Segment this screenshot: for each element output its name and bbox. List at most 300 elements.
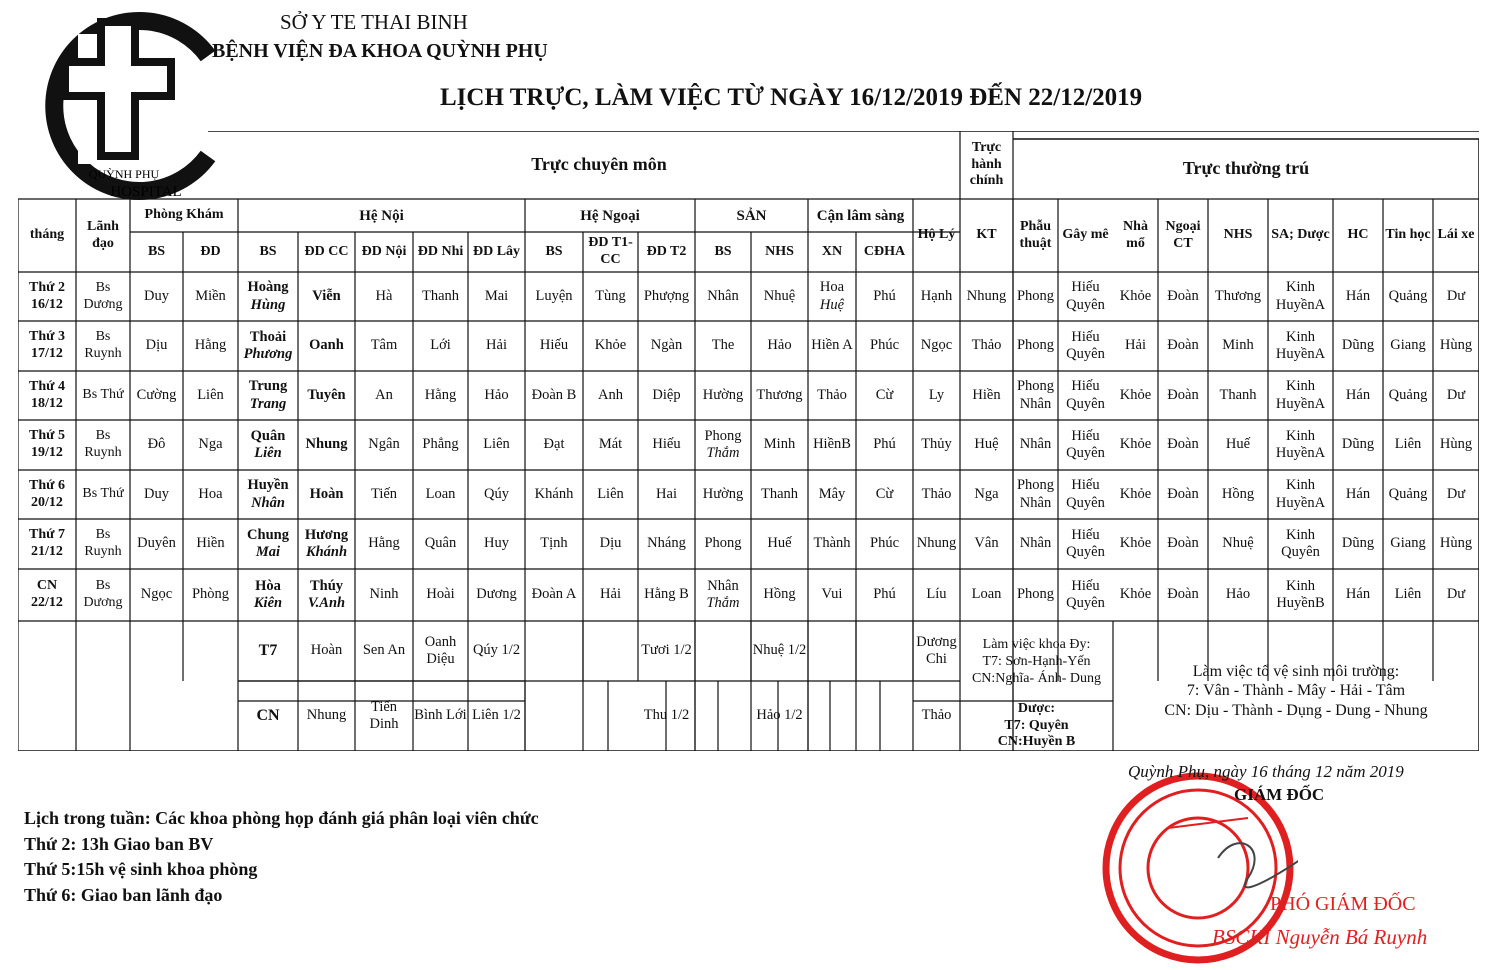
table-cell — [238, 519, 298, 569]
cell-text: V.Anh — [307, 595, 346, 611]
table-cell — [1058, 371, 1113, 420]
cell-text: Thứ 5 — [28, 428, 66, 444]
cell-text: Làm việc khoa Đy: — [982, 637, 1091, 653]
cell-text: CN:Nghĩa- Ánh- Dung — [971, 670, 1102, 686]
cell-text: 17/12 — [31, 346, 63, 361]
table-cell — [130, 420, 183, 470]
cell-text: Bs Thứ — [82, 486, 124, 502]
leader-cell — [76, 470, 130, 519]
cell-text: Sen An — [362, 642, 406, 659]
table-cell — [583, 420, 638, 470]
cell-text: Dư — [1446, 586, 1466, 603]
table-cell — [238, 321, 298, 371]
cell-text: Hai — [656, 485, 677, 502]
table-cell — [183, 569, 238, 621]
cell-text: Đoàn — [1167, 287, 1199, 304]
col-header — [76, 199, 130, 272]
cell-text: Phong — [1016, 586, 1055, 603]
cell-text: Duy — [144, 485, 169, 502]
table-cell — [1433, 272, 1479, 321]
cell-text: 16/12 — [31, 296, 63, 312]
cell-text: ĐD T1-CC — [588, 235, 633, 267]
cell-text: Đoàn — [1167, 485, 1199, 502]
table-cell — [1383, 569, 1433, 621]
table-cell — [751, 681, 808, 751]
cell-text: Giang — [1390, 337, 1426, 354]
table-cell — [751, 470, 808, 519]
cell-text: Huệ — [819, 296, 845, 313]
note-line: Thứ 6: Giao ban lãnh đạo — [24, 884, 223, 905]
table-cell — [1268, 569, 1333, 621]
table-cell — [751, 272, 808, 321]
cell-text: Hiền — [972, 386, 1001, 403]
note-line: Lịch trong tuần: Các khoa phòng họp đánh giá phân loại viên chức — [24, 808, 539, 828]
cell-text: Mai — [484, 287, 509, 304]
cell-text: 7: Vân - Thành - Mây - Hải - Tâm — [1186, 682, 1406, 700]
table-cell — [355, 621, 413, 681]
cell-text: Ly — [928, 386, 945, 403]
table-cell — [1268, 371, 1333, 420]
deputy-director-title: PHÓ GIÁM ĐỐC — [1270, 893, 1416, 915]
col-header — [638, 232, 695, 272]
cell-text: ĐD CC — [304, 243, 349, 259]
cell-text: Bình Lới — [414, 707, 467, 724]
cell-text: Ngoại CT — [1165, 218, 1201, 251]
cell-text: Lới — [430, 337, 451, 354]
weekly-notes — [24, 806, 539, 908]
table-cell — [695, 470, 751, 519]
cell-text: Nhà mổ — [1123, 218, 1148, 251]
cell-text: Hương — [304, 526, 349, 543]
table-cell — [130, 321, 183, 371]
table-cell — [1208, 470, 1268, 519]
cell-text: Cừ — [875, 485, 894, 502]
cell-text: Diệp — [652, 386, 681, 403]
table-cell — [1433, 519, 1479, 569]
cell-text: Hải — [1125, 337, 1146, 354]
table-cell — [298, 470, 355, 519]
cell-text: Hiếu — [539, 337, 569, 354]
hospital-name: BỆNH VIỆN ĐA KHOA QUỲNH PHỤ — [212, 40, 548, 62]
cell-text: Dương — [476, 586, 517, 603]
table-cell — [695, 519, 751, 569]
cell-text: Đoàn — [1167, 386, 1199, 403]
table-cell — [1333, 272, 1383, 321]
cell-text: Kinh HuyềnA — [1275, 378, 1326, 412]
table-cell — [1208, 569, 1268, 621]
table-cell — [808, 321, 856, 371]
cell-text: Phẳng — [422, 436, 459, 453]
cell-text: Khỏe — [1119, 386, 1152, 403]
cell-text: Liên — [197, 386, 224, 403]
col-header — [808, 199, 913, 232]
cell-text: 21/12 — [31, 544, 63, 559]
col-header — [1158, 199, 1208, 272]
cell-text: NHS — [1223, 227, 1253, 243]
cell-text: Liên — [1394, 436, 1422, 453]
cell-text: KT — [976, 227, 997, 243]
cell-text: Phú — [873, 436, 896, 453]
cell-text: ĐD Nhi — [417, 243, 464, 259]
table-cell — [1383, 272, 1433, 321]
table-cell — [638, 519, 695, 569]
note-line: Thứ 5:15h vệ sinh khoa phòng — [24, 859, 258, 879]
cell-text: Khánh — [305, 544, 348, 560]
table-cell — [413, 272, 468, 321]
table-cell — [1113, 470, 1158, 519]
cell-text: Nhuệ 1/2 — [752, 642, 807, 659]
cell-text: Hộ Lý — [917, 227, 956, 243]
table-cell — [355, 681, 413, 751]
cell-text: Thắm — [706, 595, 740, 611]
cell-text: Thảo — [921, 485, 952, 502]
cell-text: Hoàng — [247, 279, 289, 296]
cell-text: Hảo — [484, 386, 509, 403]
table-cell — [130, 519, 183, 569]
cell-text: CĐHA — [863, 243, 906, 259]
table-cell — [1383, 321, 1433, 371]
director-title: GIÁM ĐỐC — [1234, 785, 1325, 804]
cell-text: Quân — [424, 535, 457, 552]
cell-text: Thanh — [1219, 386, 1257, 403]
table-cell — [808, 272, 856, 321]
table-cell — [1208, 321, 1268, 371]
table-cell — [298, 371, 355, 420]
table-cell — [468, 621, 525, 681]
cell-text: Hán — [1345, 485, 1371, 502]
table-cell — [913, 321, 960, 371]
cell-text: Nháng — [647, 535, 686, 552]
table-cell — [468, 420, 525, 470]
cell-text: Mai — [255, 544, 281, 560]
cell-text: Kiên — [253, 595, 283, 611]
table-cell — [913, 569, 960, 621]
cell-text: Nhuệ — [763, 287, 796, 304]
cell-text: Hùng — [1439, 436, 1473, 453]
cell-text: Duy — [144, 287, 169, 304]
table-cell — [525, 272, 583, 321]
cell-text: Giang — [1390, 535, 1426, 552]
cell-text: Khỏe — [1119, 586, 1152, 603]
table-cell — [638, 470, 695, 519]
table-cell — [638, 681, 695, 751]
cell-text: Minh — [763, 436, 796, 453]
cell-text: Kinh HuyềnA — [1275, 328, 1326, 362]
cell-text: Đoàn A — [531, 586, 577, 603]
cell-text: Hảo 1/2 — [756, 707, 803, 724]
col-header — [238, 232, 298, 272]
col-header — [413, 232, 468, 272]
cell-text: Vui — [821, 586, 843, 603]
table-cell — [1383, 519, 1433, 569]
cell-text: ĐD Lây — [472, 243, 521, 259]
table-cell — [960, 272, 1013, 321]
cell-text: Bs Ruynh — [84, 527, 122, 559]
table-cell — [751, 321, 808, 371]
cell-text: Hoa — [819, 279, 845, 296]
col-header — [298, 232, 355, 272]
cell-text: Trực chuyên môn — [531, 154, 667, 175]
cell-text: Miền — [195, 287, 226, 304]
table-cell — [583, 519, 638, 569]
table-cell — [1433, 371, 1479, 420]
table-cell — [1013, 519, 1058, 569]
cell-text: Liên 1/2 — [472, 707, 521, 724]
cell-text: Qúy — [484, 485, 509, 502]
cell-text: Cường — [136, 386, 177, 403]
table-cell — [1113, 420, 1158, 470]
col-header — [355, 232, 413, 272]
cell-text: Hiếu Quyên — [1066, 526, 1105, 560]
table-cell — [238, 569, 298, 621]
cell-text: Bs Dương — [83, 578, 123, 610]
table-cell — [1333, 371, 1383, 420]
col-header — [856, 232, 913, 272]
table-cell — [183, 272, 238, 321]
cell-text: Hải — [600, 586, 621, 603]
cell-text: Oanh — [309, 337, 344, 354]
cell-text: Bs Dương — [83, 279, 123, 312]
cell-text: Phượng — [643, 287, 690, 304]
cell-text: Hùng — [250, 296, 286, 313]
cell-text: Líu — [926, 586, 947, 603]
table-cell — [583, 272, 638, 321]
cell-text: Hiền A — [811, 337, 853, 354]
cell-text: Hùng — [1439, 337, 1473, 354]
cell-text: Dương Chi — [916, 633, 957, 667]
cell-text: Ngân — [368, 436, 400, 453]
table-cell — [355, 470, 413, 519]
cell-text: An — [375, 386, 393, 403]
note-block — [960, 626, 1113, 699]
cell-text: Hán — [1345, 586, 1371, 603]
cell-text: Thứ 4 — [28, 378, 66, 394]
leader-cell — [76, 420, 130, 470]
col-header — [183, 232, 238, 272]
cell-text: Hiếu Quyên — [1066, 279, 1105, 313]
cell-text: Ngọc — [920, 337, 953, 354]
cell-text: Thắm — [706, 445, 740, 461]
table-cell — [1333, 321, 1383, 371]
table-cell — [183, 470, 238, 519]
cell-text: BS — [714, 243, 732, 259]
cell-text: CN — [36, 578, 58, 594]
cell-text: Ninh — [369, 586, 399, 603]
table-cell — [468, 681, 525, 751]
day-cell — [18, 470, 76, 519]
table-cell — [355, 272, 413, 321]
table-cell — [468, 519, 525, 569]
table-cell — [751, 371, 808, 420]
table-cell — [960, 371, 1013, 420]
table-cell — [1433, 420, 1479, 470]
cell-text: Nhung — [305, 436, 348, 453]
cell-text: Hiếu Quyên — [1066, 328, 1105, 362]
col-header — [1208, 199, 1268, 272]
cell-text: BS — [259, 243, 277, 259]
table-cell — [960, 420, 1013, 470]
cell-text: Phong Nhân — [1016, 477, 1055, 511]
table-cell — [183, 420, 238, 470]
cell-text: Dịu — [145, 337, 168, 354]
col-header — [1058, 199, 1113, 272]
table-cell — [638, 569, 695, 621]
cell-text: CN — [256, 707, 280, 725]
cell-text: Khánh — [534, 485, 574, 502]
cell-text: Thủy — [921, 436, 952, 453]
cell-text: Oanh Diệu — [424, 633, 457, 667]
table-cell — [1113, 272, 1158, 321]
col-header — [238, 199, 525, 232]
cell-text: Mát — [598, 436, 623, 453]
page-title: LỊCH TRỰC, LÀM VIỆC TỪ NGÀY 16/12/2019 ĐẾN 22/12/2019 — [440, 84, 1143, 111]
table-cell — [468, 321, 525, 371]
table-cell — [856, 470, 913, 519]
day-cell — [18, 519, 76, 569]
table-cell — [1158, 420, 1208, 470]
cell-text: Nhung — [966, 287, 1007, 304]
cell-text: Hảo — [767, 337, 792, 354]
cell-text: Phong Nhân — [1016, 378, 1055, 412]
table-cell — [913, 681, 960, 751]
table-cell — [1158, 371, 1208, 420]
table-cell — [525, 371, 583, 420]
table-cell — [1058, 470, 1113, 519]
cell-text: Phương — [243, 346, 293, 362]
table-cell — [1013, 371, 1058, 420]
table-cell — [808, 470, 856, 519]
cell-text: Thanh — [760, 485, 799, 502]
cell-text: HC — [1347, 227, 1369, 243]
cell-text: Phong — [704, 427, 742, 444]
logo-text: QUỲNH PHỤ — [88, 167, 160, 181]
table-cell — [751, 621, 808, 681]
table-cell — [238, 272, 298, 321]
table-cell — [1208, 519, 1268, 569]
cell-text: SA; Dược — [1271, 227, 1330, 243]
table-cell — [130, 371, 183, 420]
col-header — [18, 199, 76, 272]
table-cell — [960, 519, 1013, 569]
table-cell — [130, 569, 183, 621]
cell-text: Khỏe — [1119, 287, 1152, 304]
cell-text: Quảng — [1388, 485, 1428, 502]
table-cell — [1113, 569, 1158, 621]
table-cell — [413, 621, 468, 681]
table-cell — [1158, 519, 1208, 569]
cell-text: Ngàn — [650, 337, 683, 354]
weekend-label — [238, 681, 298, 751]
table-cell — [468, 470, 525, 519]
table-cell — [525, 470, 583, 519]
table-cell — [1333, 519, 1383, 569]
table-cell — [355, 371, 413, 420]
cell-text: Huệ — [974, 436, 999, 453]
table-cell — [913, 519, 960, 569]
cell-text: Hán — [1345, 386, 1371, 403]
col-header — [130, 232, 183, 272]
cell-text: Đoàn B — [531, 386, 577, 403]
cell-text: Hằng B — [644, 586, 689, 603]
cell-text: Tùng — [595, 287, 626, 304]
table-cell — [130, 470, 183, 519]
table-cell — [298, 272, 355, 321]
cell-text: Nhung — [916, 535, 957, 552]
cell-text: Thúy — [309, 577, 344, 594]
cell-text: Thứ 6 — [28, 477, 66, 493]
table-cell — [808, 371, 856, 420]
cell-text: Đạt — [543, 436, 565, 453]
table-cell — [1208, 272, 1268, 321]
day-cell — [18, 569, 76, 621]
cell-text: Hoa — [198, 485, 223, 502]
cell-text: Loan — [425, 485, 456, 502]
table-cell — [856, 569, 913, 621]
cell-text: Nhân — [707, 577, 739, 594]
cell-text: Kinh HuyềnA — [1275, 279, 1326, 313]
cell-text: Đoàn — [1167, 337, 1199, 354]
cell-text: Hằng — [368, 535, 400, 552]
col-header — [808, 232, 856, 272]
table-cell — [1208, 371, 1268, 420]
cell-text: Hiếu Quyên — [1066, 477, 1105, 511]
col-header — [1113, 199, 1158, 272]
cell-text: Bs Ruynh — [84, 329, 122, 361]
cell-text: Thảo — [921, 707, 952, 724]
cell-text: Thu 1/2 — [643, 707, 690, 724]
cell-text: Dư — [1446, 386, 1466, 403]
day-cell — [18, 420, 76, 470]
table-cell — [913, 371, 960, 420]
table-cell — [1433, 321, 1479, 371]
cell-text: Hiếu Quyên — [1066, 577, 1105, 611]
group-header — [1013, 139, 1479, 199]
table-cell — [355, 519, 413, 569]
table-cell — [1268, 470, 1333, 519]
table-cell — [298, 681, 355, 751]
leader-cell — [76, 321, 130, 371]
cell-text: Hằng — [194, 337, 227, 354]
cell-text: Cận lâm sàng — [816, 207, 905, 224]
cell-text: Hoài — [426, 586, 455, 603]
cell-text: Dư — [1446, 287, 1466, 304]
table-cell — [808, 569, 856, 621]
cell-text: Tịnh — [540, 535, 568, 552]
cell-text: Làm việc tổ vệ sinh môi trường: — [1192, 663, 1400, 681]
cell-text: XN — [821, 243, 843, 259]
table-cell — [413, 470, 468, 519]
col-header — [130, 199, 238, 232]
cell-text: 20/12 — [31, 494, 63, 510]
cell-text: Hoàn — [309, 485, 344, 502]
table-cell — [638, 371, 695, 420]
cell-text: T7: Quyên — [1004, 717, 1069, 733]
day-cell — [18, 272, 76, 321]
table-cell — [1013, 569, 1058, 621]
table-cell — [413, 321, 468, 371]
cell-text: Tiến — [370, 485, 398, 502]
col-header — [1433, 199, 1479, 272]
table-cell — [1383, 371, 1433, 420]
col-header — [1333, 199, 1383, 272]
table-cell — [856, 321, 913, 371]
table-cell — [1333, 420, 1383, 470]
table-cell — [583, 569, 638, 621]
cell-text: Nhân — [1019, 436, 1052, 453]
col-header — [695, 232, 751, 272]
cell-text: ĐD Nội — [361, 243, 407, 259]
cell-text: Lãnh đạo — [87, 218, 119, 251]
